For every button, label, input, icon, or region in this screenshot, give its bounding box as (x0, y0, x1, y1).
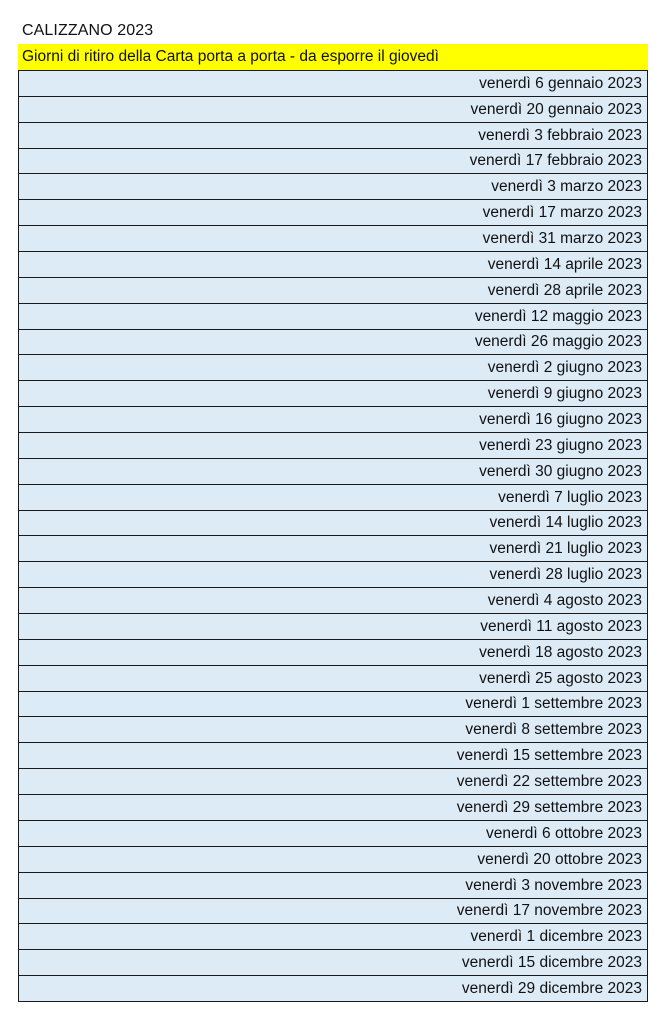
date-cell: venerdì 30 giugno 2023 (19, 458, 648, 484)
date-cell: venerdì 25 agosto 2023 (19, 665, 648, 691)
date-cell: venerdì 17 novembre 2023 (19, 898, 648, 924)
table-row (19, 614, 648, 640)
date-cell: venerdì 29 dicembre 2023 (19, 976, 648, 1002)
collection-dates-table (18, 70, 648, 1002)
date-cell: venerdì 21 luglio 2023 (19, 536, 648, 562)
table-row (19, 458, 648, 484)
date-cell: venerdì 3 febbraio 2023 (19, 122, 648, 148)
date-cell: venerdì 20 gennaio 2023 (19, 96, 648, 122)
date-cell: venerdì 1 dicembre 2023 (19, 924, 648, 950)
date-cell: venerdì 14 luglio 2023 (19, 510, 648, 536)
table-row (19, 174, 648, 200)
table-row (19, 976, 648, 1002)
table-row (19, 303, 648, 329)
date-cell: venerdì 14 aprile 2023 (19, 252, 648, 278)
date-cell: venerdì 20 ottobre 2023 (19, 846, 648, 872)
subtitle-banner (18, 44, 648, 70)
table-row (19, 820, 648, 846)
table-row (19, 226, 648, 252)
date-cell: venerdì 7 luglio 2023 (19, 484, 648, 510)
table-row (19, 200, 648, 226)
table-row (19, 96, 648, 122)
table-row (19, 381, 648, 407)
date-cell: venerdì 3 marzo 2023 (19, 174, 648, 200)
date-cell: venerdì 28 aprile 2023 (19, 277, 648, 303)
date-cell: venerdì 15 dicembre 2023 (19, 950, 648, 976)
table-row (19, 71, 648, 97)
date-cell: venerdì 16 giugno 2023 (19, 407, 648, 433)
table-row (19, 717, 648, 743)
table-row (19, 484, 648, 510)
date-cell: venerdì 6 gennaio 2023 (19, 71, 648, 97)
date-cell: venerdì 1 settembre 2023 (19, 691, 648, 717)
date-cell: venerdì 17 marzo 2023 (19, 200, 648, 226)
date-cell: venerdì 6 ottobre 2023 (19, 820, 648, 846)
table-row (19, 148, 648, 174)
table-row (19, 510, 648, 536)
date-cell: venerdì 28 luglio 2023 (19, 562, 648, 588)
table-row (19, 562, 648, 588)
table-row (19, 329, 648, 355)
date-cell: venerdì 3 novembre 2023 (19, 872, 648, 898)
table-row (19, 588, 648, 614)
date-cell: venerdì 31 marzo 2023 (19, 226, 648, 252)
date-cell: venerdì 18 agosto 2023 (19, 639, 648, 665)
table-row (19, 950, 648, 976)
date-cell: venerdì 15 settembre 2023 (19, 743, 648, 769)
table-row (19, 665, 648, 691)
table-row (19, 433, 648, 459)
table-row (19, 872, 648, 898)
table-row (19, 898, 648, 924)
table-row (19, 355, 648, 381)
table-row (19, 252, 648, 278)
document-title: CALIZZANO 2023 (22, 22, 154, 39)
date-cell: venerdì 4 agosto 2023 (19, 588, 648, 614)
date-cell: venerdì 22 settembre 2023 (19, 769, 648, 795)
table-row (19, 846, 648, 872)
date-cell: venerdì 8 settembre 2023 (19, 717, 648, 743)
table-row (19, 743, 648, 769)
subtitle-text: Giorni di ritiro della Carta porta a porta - da esporre il giovedì (22, 48, 439, 65)
date-cell: venerdì 23 giugno 2023 (19, 433, 648, 459)
date-cell: venerdì 12 maggio 2023 (19, 303, 648, 329)
table-row (19, 536, 648, 562)
date-cell: venerdì 11 agosto 2023 (19, 614, 648, 640)
date-cell: venerdì 29 settembre 2023 (19, 795, 648, 821)
table-row (19, 639, 648, 665)
table-row (19, 924, 648, 950)
date-cell: venerdì 9 giugno 2023 (19, 381, 648, 407)
date-cell: venerdì 17 febbraio 2023 (19, 148, 648, 174)
date-cell: venerdì 26 maggio 2023 (19, 329, 648, 355)
table-row (19, 691, 648, 717)
dates-table-body (19, 71, 648, 1002)
table-row (19, 795, 648, 821)
table-row (19, 122, 648, 148)
table-row (19, 769, 648, 795)
table-row (19, 277, 648, 303)
date-cell: venerdì 2 giugno 2023 (19, 355, 648, 381)
table-row (19, 407, 648, 433)
